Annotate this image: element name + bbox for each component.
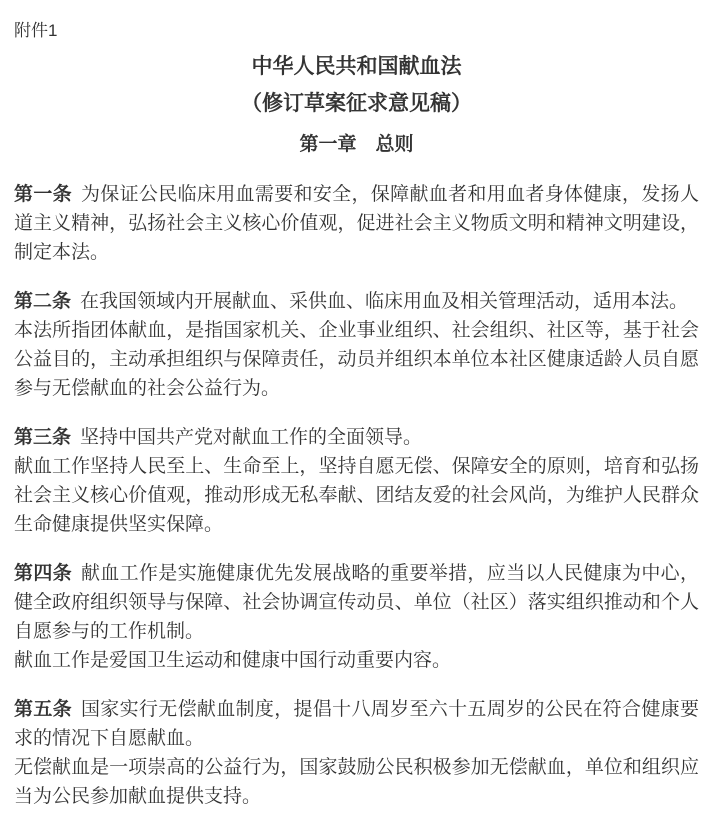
- article-3-number: 第三条: [14, 427, 72, 448]
- article-paragraph: [14, 559, 699, 646]
- article-5: [14, 695, 699, 811]
- article-3: [14, 423, 699, 539]
- article-4: [14, 559, 699, 675]
- attachment-label: 附件1: [14, 21, 58, 40]
- article-5-number: 第五条: [14, 699, 72, 720]
- article-2-number: 第二条: [14, 291, 72, 312]
- document-title: 中华人民共和国献血法: [251, 55, 462, 78]
- article-1-text: 为保证公民临床用血需要和安全，保障献血者和用血者身体健康，发扬人道主义精神，弘扬社会主义核心价值观，促进社会主义物质文明和精神文明建设，制定本法。: [14, 184, 699, 263]
- article-paragraph: [14, 180, 699, 267]
- chapter-heading: 第一章 总则: [299, 134, 414, 155]
- article-1-number: 第一条: [14, 184, 72, 205]
- article-2: [14, 287, 699, 403]
- article-5-text: 国家实行无偿献血制度，提倡十八周岁至六十五周岁的公民在符合健康要求的情况下自愿献血。: [14, 699, 699, 749]
- article-1: [14, 180, 699, 267]
- document-subtitle: （修订草案征求意见稿）: [241, 92, 472, 115]
- article-2-text: 在我国领域内开展献血、采供血、临床用血及相关管理活动，适用本法。: [80, 291, 689, 312]
- article-paragraph: 献血工作是爱国卫生运动和健康中国行动重要内容。: [14, 650, 452, 671]
- article-paragraph: 本法所指团体献血，是指国家机关、企业事业组织、社会组织、社区等，基于社会公益目的，主动承担组织与保障责任，动员并组织本单位本社区健康适龄人员自愿参与无偿献血的社会公益行为。: [14, 320, 699, 399]
- article-paragraph: 无偿献血是一项崇高的公益行为，国家鼓励公民积极参加无偿献血，单位和组织应当为公民参加献血提供支持。: [14, 757, 699, 807]
- article-4-number: 第四条: [14, 563, 72, 584]
- article-3-text: 坚持中国共产党对献血工作的全面领导。: [80, 427, 423, 448]
- article-paragraph: [14, 423, 699, 452]
- article-paragraph: [14, 695, 699, 753]
- article-4-text: 献血工作是实施健康优先发展战略的重要举措，应当以人民健康为中心，健全政府组织领导与保障、社会协调宣传动员、单位（社区）落实组织推动和个人自愿参与的工作机制。: [14, 563, 699, 642]
- article-paragraph: [14, 287, 699, 316]
- article-paragraph: 献血工作坚持人民至上、生命至上，坚持自愿无偿、保障安全的原则，培育和弘扬社会主义核心价值观，推动形成无私奉献、团结友爱的社会风尚，为维护人民群众生命健康提供坚实保障。: [14, 456, 699, 535]
